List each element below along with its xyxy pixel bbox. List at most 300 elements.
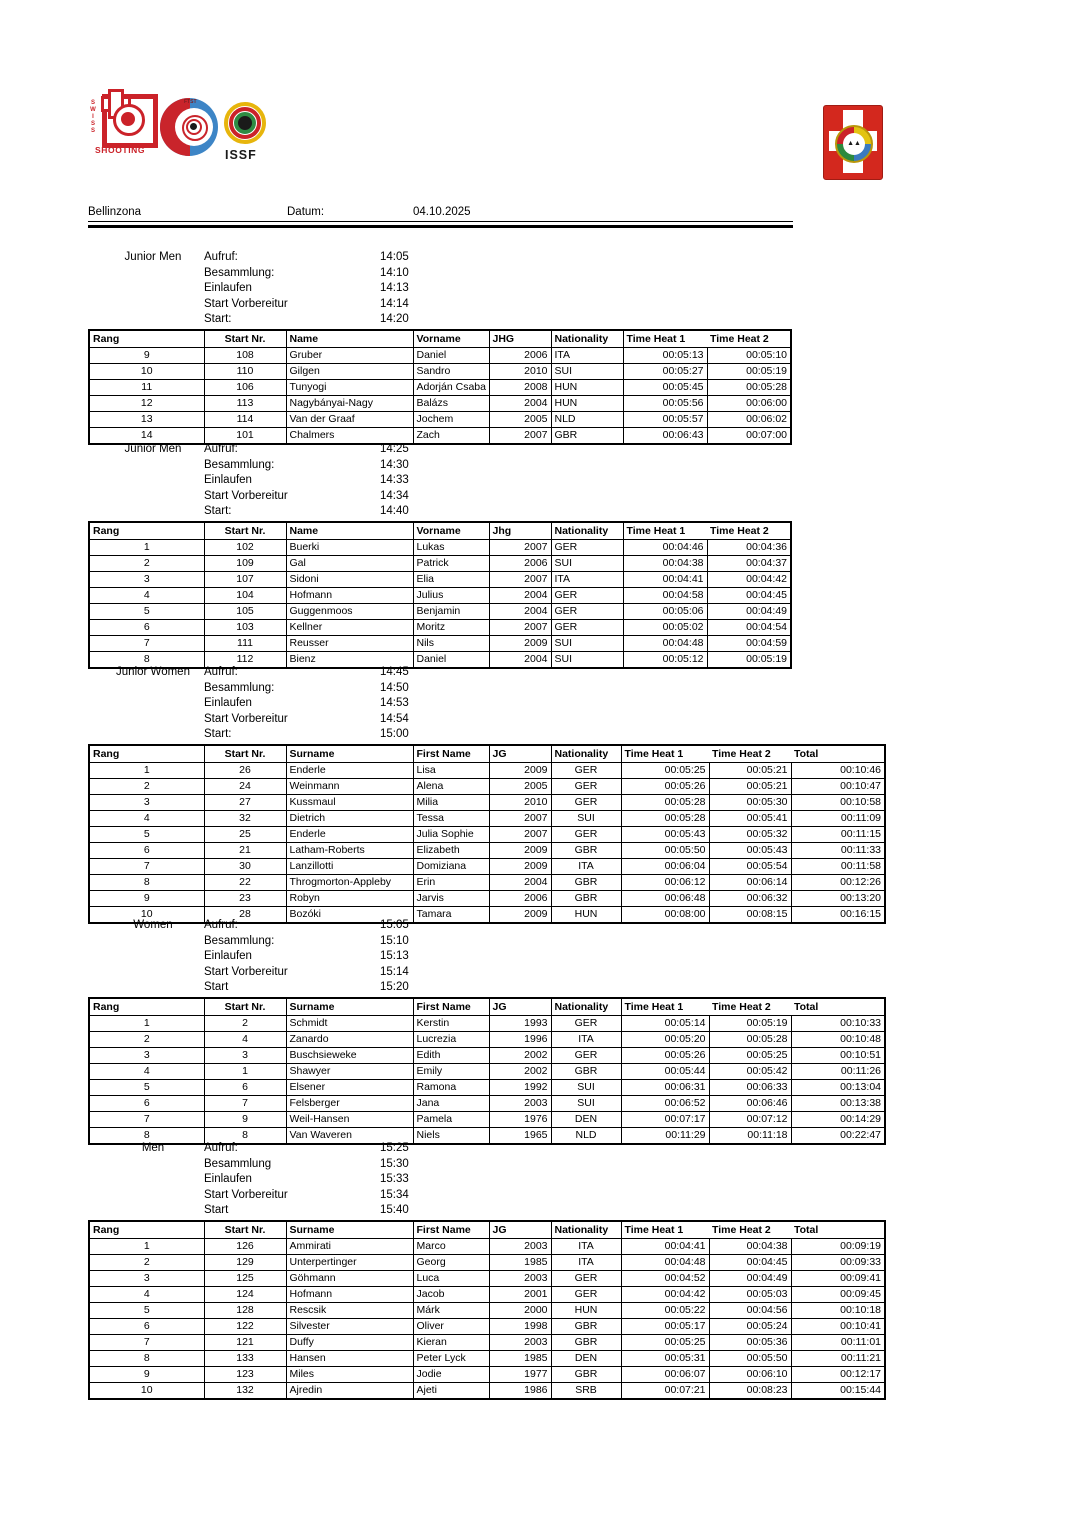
cell-time-heat-1: 00:05:43 xyxy=(621,827,709,843)
schedule-row xyxy=(204,250,938,266)
cell-jg: 2003 xyxy=(489,1271,551,1287)
cell-first-name: Domiziana xyxy=(413,859,489,875)
group-label: Junior Men xyxy=(124,251,182,263)
schedule-time: 14:25 xyxy=(380,443,409,455)
cell-time-heat-2: 00:06:32 xyxy=(709,891,791,907)
col-header-surname: Surname xyxy=(286,1221,413,1239)
cell-time-heat-2: 00:05:10 xyxy=(707,348,791,364)
cell-rang: 4 xyxy=(89,588,204,604)
cell-rang: 5 xyxy=(89,604,204,620)
cell-first-name: Jodie xyxy=(413,1367,489,1383)
cell-time-heat-1: 00:06:04 xyxy=(621,859,709,875)
cell-rang: 3 xyxy=(89,1271,204,1287)
document-header xyxy=(88,204,793,232)
cell-surname: Shawyer xyxy=(286,1064,413,1080)
cell-surname: Buschsieweke xyxy=(286,1048,413,1064)
cell-start-nr: 114 xyxy=(204,412,286,428)
cell-jg: 2002 xyxy=(489,1064,551,1080)
cell-jg: 1976 xyxy=(489,1112,551,1128)
cell-total: 00:10:51 xyxy=(791,1048,885,1064)
cell-start-nr: 110 xyxy=(204,364,286,380)
schedule-label: Einlaufen xyxy=(204,282,252,294)
date-label: Datum: xyxy=(287,206,325,218)
cell-jg: 2001 xyxy=(489,1287,551,1303)
cell-surname: Throgmorton-Appleby xyxy=(286,875,413,891)
col-header-time-heat-1: Time Heat 1 xyxy=(621,1221,709,1239)
table-row xyxy=(89,396,791,412)
cell-nationality: DEN xyxy=(551,1112,621,1128)
cell-vorname: Jochem xyxy=(413,412,489,428)
cell-first-name: Elizabeth xyxy=(413,843,489,859)
col-header-time-heat-2: Time Heat 2 xyxy=(709,1221,791,1239)
schedule-row xyxy=(204,949,938,965)
table-row xyxy=(89,1032,885,1048)
cell-start-nr: 24 xyxy=(204,779,286,795)
cell-time-heat-1: 00:05:17 xyxy=(621,1319,709,1335)
cell-nationality: ITA xyxy=(551,1239,621,1255)
cell-time-heat-1: 00:05:14 xyxy=(621,1016,709,1032)
cell-jg: 1992 xyxy=(489,1080,551,1096)
col-header-start-nr: Start Nr. xyxy=(204,330,286,348)
cell-jhg: 2010 xyxy=(489,364,551,380)
cell-name: Bienz xyxy=(286,652,413,669)
cell-start-nr: 129 xyxy=(204,1255,286,1271)
cell-rang: 10 xyxy=(89,364,204,380)
header-rule-thin xyxy=(88,221,793,222)
col-header-first-name: First Name xyxy=(413,1221,489,1239)
cell-rang: 12 xyxy=(89,396,204,412)
cell-jhg: 2006 xyxy=(489,348,551,364)
cell-name: Kellner xyxy=(286,620,413,636)
table-header-row xyxy=(89,998,885,1016)
cell-time-heat-2: 00:04:42 xyxy=(707,572,791,588)
cell-first-name: Ramona xyxy=(413,1080,489,1096)
table-header-row xyxy=(89,745,885,763)
table-row xyxy=(89,827,885,843)
cell-time-heat-1: 00:04:48 xyxy=(621,1255,709,1271)
cell-nationality: GBR xyxy=(551,1367,621,1383)
cell-start-nr: 106 xyxy=(204,380,286,396)
schedule-row xyxy=(204,504,938,520)
cell-start-nr: 25 xyxy=(204,827,286,843)
cell-jhg: 2004 xyxy=(489,604,551,620)
table-row xyxy=(89,1096,885,1112)
cell-time-heat-2: 00:04:36 xyxy=(707,540,791,556)
cell-surname: Elsener xyxy=(286,1080,413,1096)
schedule-time: 14:45 xyxy=(380,666,409,678)
cell-nationality: GER xyxy=(551,827,621,843)
table-row xyxy=(89,348,791,364)
schedule-row xyxy=(204,696,938,712)
cell-first-name: Emily xyxy=(413,1064,489,1080)
cell-start-nr: 132 xyxy=(204,1383,286,1400)
cell-name: Chalmers xyxy=(286,428,413,445)
cell-time-heat-1: 00:04:41 xyxy=(623,572,707,588)
cell-rang: 7 xyxy=(89,859,204,875)
cell-time-heat-1: 00:04:38 xyxy=(623,556,707,572)
cell-time-heat-2: 00:06:10 xyxy=(709,1367,791,1383)
cell-time-heat-2: 00:05:19 xyxy=(707,364,791,380)
target-rings-icon xyxy=(113,104,145,136)
schedule-label: Aufruf: xyxy=(204,1142,238,1154)
table-row xyxy=(89,1048,885,1064)
table-row xyxy=(89,1303,885,1319)
cell-nationality: GER xyxy=(551,540,623,556)
cell-time-heat-1: 00:06:52 xyxy=(621,1096,709,1112)
col-header-total: Total xyxy=(791,1221,885,1239)
col-header-time-heat-2: Time Heat 2 xyxy=(709,998,791,1016)
table-row xyxy=(89,1367,885,1383)
cell-first-name: Oliver xyxy=(413,1319,489,1335)
schedule-row xyxy=(204,1188,938,1204)
date-value: 04.10.2025 xyxy=(413,206,471,218)
cell-jg: 2009 xyxy=(489,843,551,859)
cell-start-nr: 121 xyxy=(204,1335,286,1351)
swiss-vertical-label: SWISS xyxy=(90,100,96,135)
schedule-block xyxy=(88,665,938,744)
cell-name: Gal xyxy=(286,556,413,572)
cell-start-nr: 2 xyxy=(204,1016,286,1032)
cell-time-heat-2: 00:05:25 xyxy=(709,1048,791,1064)
cell-start-nr: 1 xyxy=(204,1064,286,1080)
cell-surname: Rescsik xyxy=(286,1303,413,1319)
cell-surname: Miles xyxy=(286,1367,413,1383)
cell-nationality: DEN xyxy=(551,1351,621,1367)
cell-jg: 1985 xyxy=(489,1351,551,1367)
cell-nationality: HUN xyxy=(551,380,623,396)
cell-time-heat-1: 00:06:48 xyxy=(621,891,709,907)
cell-total: 00:09:45 xyxy=(791,1287,885,1303)
col-header-start-nr: Start Nr. xyxy=(204,1221,286,1239)
cell-nationality: ITA xyxy=(551,1255,621,1271)
cell-start-nr: 133 xyxy=(204,1351,286,1367)
cell-time-heat-2: 00:05:19 xyxy=(709,1016,791,1032)
cell-time-heat-1: 00:05:25 xyxy=(621,763,709,779)
table-row xyxy=(89,843,885,859)
cell-start-nr: 3 xyxy=(204,1048,286,1064)
cell-total: 00:10:46 xyxy=(791,763,885,779)
cell-jg: 2009 xyxy=(489,763,551,779)
cell-total: 00:10:47 xyxy=(791,779,885,795)
cell-jg: 2004 xyxy=(489,875,551,891)
schedule-row xyxy=(204,681,938,697)
cell-rang: 13 xyxy=(89,412,204,428)
cell-start-nr: 27 xyxy=(204,795,286,811)
cell-surname: Hofmann xyxy=(286,1287,413,1303)
cell-time-heat-2: 00:05:30 xyxy=(709,795,791,811)
cell-time-heat-1: 00:05:22 xyxy=(621,1303,709,1319)
col-header-time-heat-2: Time Heat 2 xyxy=(707,330,791,348)
cell-rang: 6 xyxy=(89,1096,204,1112)
schedule-label: Besammlung: xyxy=(204,458,275,471)
cell-surname: Van Waveren xyxy=(286,1128,413,1145)
table-row xyxy=(89,1271,885,1287)
cell-start-nr: 7 xyxy=(204,1096,286,1112)
cell-time-heat-2: 00:05:24 xyxy=(709,1319,791,1335)
table-row xyxy=(89,1016,885,1032)
schedule-label: Start Vorbereitur xyxy=(204,965,288,978)
cell-nationality: GER xyxy=(551,604,623,620)
cell-start-nr: 128 xyxy=(204,1303,286,1319)
cell-nationality: SUI xyxy=(551,811,621,827)
cell-time-heat-2: 00:04:38 xyxy=(709,1239,791,1255)
cell-total: 00:12:17 xyxy=(791,1367,885,1383)
cell-time-heat-1: 00:07:21 xyxy=(621,1383,709,1400)
col-header-start-nr: Start Nr. xyxy=(204,998,286,1016)
results-table xyxy=(88,997,886,1145)
cell-time-heat-1: 00:04:58 xyxy=(623,588,707,604)
schedule-row xyxy=(204,442,938,458)
col-header-first-name: First Name xyxy=(413,745,489,763)
cell-start-nr: 104 xyxy=(204,588,286,604)
cell-surname: Duffy xyxy=(286,1335,413,1351)
cell-nationality: GER xyxy=(551,1271,621,1287)
schedule-row xyxy=(204,665,938,681)
cell-rang: 1 xyxy=(143,763,150,776)
schedule-label: Start xyxy=(204,981,229,993)
table-row xyxy=(89,811,885,827)
cell-jg: 2000 xyxy=(489,1303,551,1319)
cell-first-name: Lucrezia xyxy=(413,1032,489,1048)
cell-rang: 2 xyxy=(89,1032,204,1048)
cell-time-heat-1: 00:04:52 xyxy=(621,1271,709,1287)
cell-time-heat-2: 00:06:00 xyxy=(707,396,791,412)
cell-start-nr: 32 xyxy=(204,811,286,827)
table-row xyxy=(89,1255,885,1271)
cell-rang: 2 xyxy=(89,779,204,795)
cell-time-heat-1: 00:05:26 xyxy=(621,779,709,795)
schedule-label: Aufruf: xyxy=(204,666,238,678)
schedule-label: Aufruf: xyxy=(204,443,238,455)
col-header-nationality: Nationality xyxy=(551,745,621,763)
cell-surname: Bozóki xyxy=(286,907,413,924)
cell-total: 00:13:04 xyxy=(791,1080,885,1096)
cell-time-heat-1: 00:06:43 xyxy=(623,428,707,445)
cell-first-name: Georg xyxy=(413,1255,489,1271)
cell-start-nr: 108 xyxy=(204,348,286,364)
table-row xyxy=(89,556,791,572)
section-men-5 xyxy=(88,1141,938,1400)
cell-rang: 8 xyxy=(89,652,204,669)
cell-nationality: HUN xyxy=(551,396,623,412)
cell-jhg: 2004 xyxy=(489,652,551,669)
ftst-label: FTST xyxy=(184,99,197,105)
cell-time-heat-2: 00:06:46 xyxy=(709,1096,791,1112)
cell-jg: 1993 xyxy=(489,1016,551,1032)
col-header-time-heat-2: Time Heat 2 xyxy=(707,522,791,540)
cell-rang: 7 xyxy=(89,636,204,652)
shooting-label: SHOOTING xyxy=(95,145,146,155)
col-header-time-heat-1: Time Heat 1 xyxy=(621,745,709,763)
cell-total: 00:22:47 xyxy=(791,1128,885,1145)
cell-total: 00:11:15 xyxy=(791,827,885,843)
table-row xyxy=(89,636,791,652)
cell-start-nr: 101 xyxy=(204,428,286,445)
cell-rang: 1 xyxy=(143,540,150,553)
cell-surname: Weil-Hansen xyxy=(286,1112,413,1128)
cell-nationality: SUI xyxy=(551,1096,621,1112)
cell-total: 00:10:33 xyxy=(791,1016,885,1032)
col-header-surname: Surname xyxy=(286,745,413,763)
cell-time-heat-1: 00:06:31 xyxy=(621,1080,709,1096)
cell-total: 00:11:33 xyxy=(791,843,885,859)
cell-rang: 8 xyxy=(89,1128,204,1145)
schedule-row xyxy=(204,489,938,505)
cell-name: Guggenmoos xyxy=(286,604,413,620)
cell-surname: Felsberger xyxy=(286,1096,413,1112)
cell-surname: Dietrich xyxy=(286,811,413,827)
schedule-row xyxy=(204,965,938,981)
cell-rang: 10 xyxy=(89,1383,204,1400)
table-row xyxy=(89,875,885,891)
cell-start-nr: 105 xyxy=(204,604,286,620)
cell-jg: 1985 xyxy=(489,1255,551,1271)
cell-nationality: GER xyxy=(551,620,623,636)
cell-nationality: ITA xyxy=(551,859,621,875)
col-header-vorname: Vorname xyxy=(413,330,489,348)
cell-first-name: Alena xyxy=(413,779,489,795)
cell-total: 00:12:26 xyxy=(791,875,885,891)
cell-rang: 2 xyxy=(89,1255,204,1271)
cell-surname: Robyn xyxy=(286,891,413,907)
cell-jhg: 2007 xyxy=(489,540,551,556)
cell-total: 00:10:58 xyxy=(791,795,885,811)
results-table xyxy=(88,521,792,669)
cell-surname: Hansen xyxy=(286,1351,413,1367)
cell-jg: 2002 xyxy=(489,1048,551,1064)
cell-surname: Unterpertinger xyxy=(286,1255,413,1271)
schedule-time: 14:34 xyxy=(380,489,409,502)
cell-nationality: HUN xyxy=(551,1303,621,1319)
col-header-jhg: Jhg xyxy=(489,522,551,540)
swiss-crest-logo xyxy=(823,105,883,180)
cell-time-heat-1: 00:05:45 xyxy=(623,380,707,396)
cell-start-nr: 4 xyxy=(204,1032,286,1048)
schedule-label: Einlaufen xyxy=(204,950,252,962)
cell-vorname: Sandro xyxy=(413,364,489,380)
col-header-rang: Rang xyxy=(89,522,204,540)
cell-start-nr: 102 xyxy=(204,540,286,556)
cell-time-heat-2: 00:05:03 xyxy=(709,1287,791,1303)
table-row xyxy=(89,380,791,396)
cell-time-heat-2: 00:04:54 xyxy=(707,620,791,636)
cell-total: 00:11:09 xyxy=(791,811,885,827)
col-header-first-name: First Name xyxy=(413,998,489,1016)
cell-rang: 4 xyxy=(89,1287,204,1303)
cell-total: 00:10:18 xyxy=(791,1303,885,1319)
cell-time-heat-1: 00:11:29 xyxy=(621,1128,709,1145)
cell-nationality: SUI xyxy=(551,556,623,572)
schedule-label: Einlaufen xyxy=(204,697,252,709)
schedule-block xyxy=(88,1141,938,1220)
cell-jhg: 2007 xyxy=(489,620,551,636)
cell-time-heat-2: 00:05:32 xyxy=(709,827,791,843)
col-header-nationality: Nationality xyxy=(551,1221,621,1239)
col-header-time-heat-1: Time Heat 1 xyxy=(623,330,707,348)
issf-logo xyxy=(220,102,274,168)
cell-time-heat-2: 00:11:18 xyxy=(709,1128,791,1145)
cell-rang: 3 xyxy=(89,795,204,811)
col-header-jhg: JHG xyxy=(489,330,551,348)
cell-vorname: Balázs xyxy=(413,396,489,412)
schedule-time: 14:54 xyxy=(380,712,409,725)
cell-jg: 2005 xyxy=(489,779,551,795)
cell-surname: Lanzillotti xyxy=(286,859,413,875)
cell-time-heat-1: 00:05:20 xyxy=(621,1032,709,1048)
cell-time-heat-1: 00:05:25 xyxy=(621,1335,709,1351)
cell-surname: Zanardo xyxy=(286,1032,413,1048)
cell-nationality: ITA xyxy=(551,572,623,588)
cell-rang: 6 xyxy=(89,1319,204,1335)
cell-total: 00:11:58 xyxy=(791,859,885,875)
section-junior-women-3 xyxy=(88,665,938,924)
location-label: Bellinzona xyxy=(88,206,142,218)
cell-start-nr: 124 xyxy=(204,1287,286,1303)
table-row xyxy=(89,364,791,380)
cell-time-heat-2: 00:05:50 xyxy=(709,1351,791,1367)
schedule-time: 14:05 xyxy=(380,251,409,263)
cell-time-heat-1: 00:05:56 xyxy=(623,396,707,412)
cell-nationality: GBR xyxy=(551,891,621,907)
schedule-row xyxy=(204,297,938,313)
table-row xyxy=(89,891,885,907)
table-row xyxy=(89,412,791,428)
col-header-jg: JG xyxy=(489,745,551,763)
cell-time-heat-2: 00:04:49 xyxy=(709,1271,791,1287)
col-header-nationality: Nationality xyxy=(551,998,621,1016)
cell-time-heat-2: 00:06:33 xyxy=(709,1080,791,1096)
schedule-block xyxy=(88,442,938,521)
schedule-row xyxy=(204,281,938,297)
cell-total: 00:13:38 xyxy=(791,1096,885,1112)
col-header-rang: Rang xyxy=(89,330,204,348)
table-row xyxy=(89,1287,885,1303)
results-table xyxy=(88,1220,886,1400)
table-header-row xyxy=(89,1221,885,1239)
schedule-time: 15:30 xyxy=(380,1157,409,1170)
cell-rang: 7 xyxy=(89,1335,204,1351)
cell-first-name: Pamela xyxy=(413,1112,489,1128)
cell-first-name: Jana xyxy=(413,1096,489,1112)
cell-time-heat-1: 00:04:46 xyxy=(623,540,707,556)
schedule-row xyxy=(204,934,938,950)
schedule-block xyxy=(88,918,938,997)
col-header-rang: Rang xyxy=(89,998,204,1016)
cell-nationality: SUI xyxy=(551,364,623,380)
table-row xyxy=(89,1080,885,1096)
group-label: Women xyxy=(133,919,173,931)
group-label: Men xyxy=(141,1142,165,1154)
cell-name: Gruber xyxy=(286,348,413,364)
cell-nationality: SRB xyxy=(551,1383,621,1400)
col-header-jg: JG xyxy=(489,998,551,1016)
cell-start-nr: 125 xyxy=(204,1271,286,1287)
col-header-start-nr: Start Nr. xyxy=(204,745,286,763)
cell-time-heat-1: 00:07:17 xyxy=(621,1112,709,1128)
table-row xyxy=(89,1239,885,1255)
schedule-label: Start xyxy=(204,1204,229,1216)
schedule-label: Start Vorbereitur xyxy=(204,297,288,310)
cell-vorname: Patrick xyxy=(413,556,489,572)
cell-rang: 5 xyxy=(89,827,204,843)
cell-nationality: GBR xyxy=(551,428,623,445)
schedule-time: 15:05 xyxy=(380,919,409,931)
table-row xyxy=(89,1319,885,1335)
table-row xyxy=(89,1383,885,1400)
table-row xyxy=(89,540,791,556)
cell-vorname: Nils xyxy=(413,636,489,652)
group-label: Junior Women xyxy=(116,666,190,678)
